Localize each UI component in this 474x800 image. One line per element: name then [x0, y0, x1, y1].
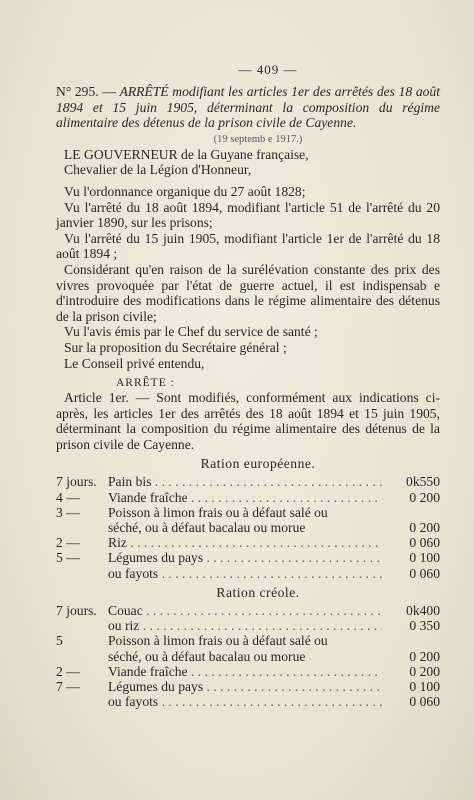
- paragraph-chevalier: Chevalier de la Légion d'Honneur,: [64, 162, 252, 178]
- ration-creole-table: [56, 603, 440, 709]
- table-row: ou fayots . . . 0 060: [56, 694, 440, 709]
- table-row: ou fayots . . . 0 060: [56, 566, 440, 581]
- decree-title: ARRÊTÉ modifiant les articles 1er des arrêtés des 18 août 1894 et 15 juin 1905, déterminant la composition du régime alimentaire des détenus de la prison civile de Cayenne.: [56, 84, 440, 131]
- table-row: 7 jours. Couac . . . 0k400: [56, 603, 440, 618]
- paragraph-considerant: Considérant qu'en raison de la surélévation constante des prix des vivres provoquée par l'état de guerre actuel, il est indispensab e d'introduire des modifications dans le régime alimentaire des détenus de la prison civile;: [56, 261, 440, 324]
- ration-europeenne-title: Ration européenne.: [200, 456, 316, 472]
- arrete-label: ARRÊTE :: [116, 377, 175, 390]
- decree-date: (19 septemb e 1917.): [213, 133, 303, 145]
- decree-heading: [56, 84, 440, 131]
- paragraph-proposition: Sur la proposition du Secrétaire général ;: [64, 339, 287, 355]
- table-row: séché, ou à défaut bacalau ou morue 0 200: [108, 648, 440, 664]
- table-row: ou riz . . . 0 350: [56, 618, 440, 633]
- article-1: Article 1er. — Sont modifiés, conformément aux indications ci-après, les articles 1er des arrêtés des 18 août 1894 et 15 juin 1905, déterminant la composition du régime alimentaire des détenus de la prison civile de Cayenne.: [56, 390, 440, 452]
- table-row: 2 — Riz . . . 0 060: [56, 535, 440, 550]
- table-row: 7 jours. Pain bis . . . 0k550: [56, 474, 440, 489]
- decree-number: N° 295. —: [56, 84, 116, 99]
- ration-europeenne-table: [56, 474, 440, 580]
- paragraph-vu-3: Vu l'arrêté du 15 juin 1905, modifiant l'article 1er de l'arrêté du 18 août 1894 ;: [56, 230, 440, 262]
- table-row: 2 — Viande fraîche . . . 0 200: [56, 664, 440, 679]
- table-row: 5 Poisson à limon frais ou à défaut salé ou: [56, 633, 328, 649]
- paragraph-vu-1: Vu l'ordonnance organique du 27 août 1828;: [64, 183, 306, 199]
- ration-creole-title: Ration créole.: [216, 584, 300, 600]
- table-row: 7 — Légumes du pays . . . 0 100: [56, 679, 440, 694]
- paragraph-vu-avis: Vu l'avis émis par le Chef du service de santé ;: [64, 324, 318, 340]
- paragraph-governor: LE GOUVERNEUR de la Guyane française,: [64, 146, 309, 162]
- table-row: 3 — Poisson à limon frais ou à défaut salé ou: [56, 504, 328, 520]
- table-row: 4 — Viande fraîche . . . 0 200: [56, 490, 440, 505]
- page-number: — 409 —: [238, 62, 298, 77]
- table-row: 5 — Légumes du pays . . . 0 100: [56, 550, 440, 565]
- paragraph-vu-2: Vu l'arrêté du 18 août 1894, modifiant l'article 51 de l'arrêté du 20 janvier 1890, sur les prisons;: [56, 199, 440, 231]
- table-row: séché, ou à défaut bacalau ou morue 0 200: [108, 520, 440, 536]
- paragraph-conseil: Le Conseil privé entendu,: [64, 355, 205, 371]
